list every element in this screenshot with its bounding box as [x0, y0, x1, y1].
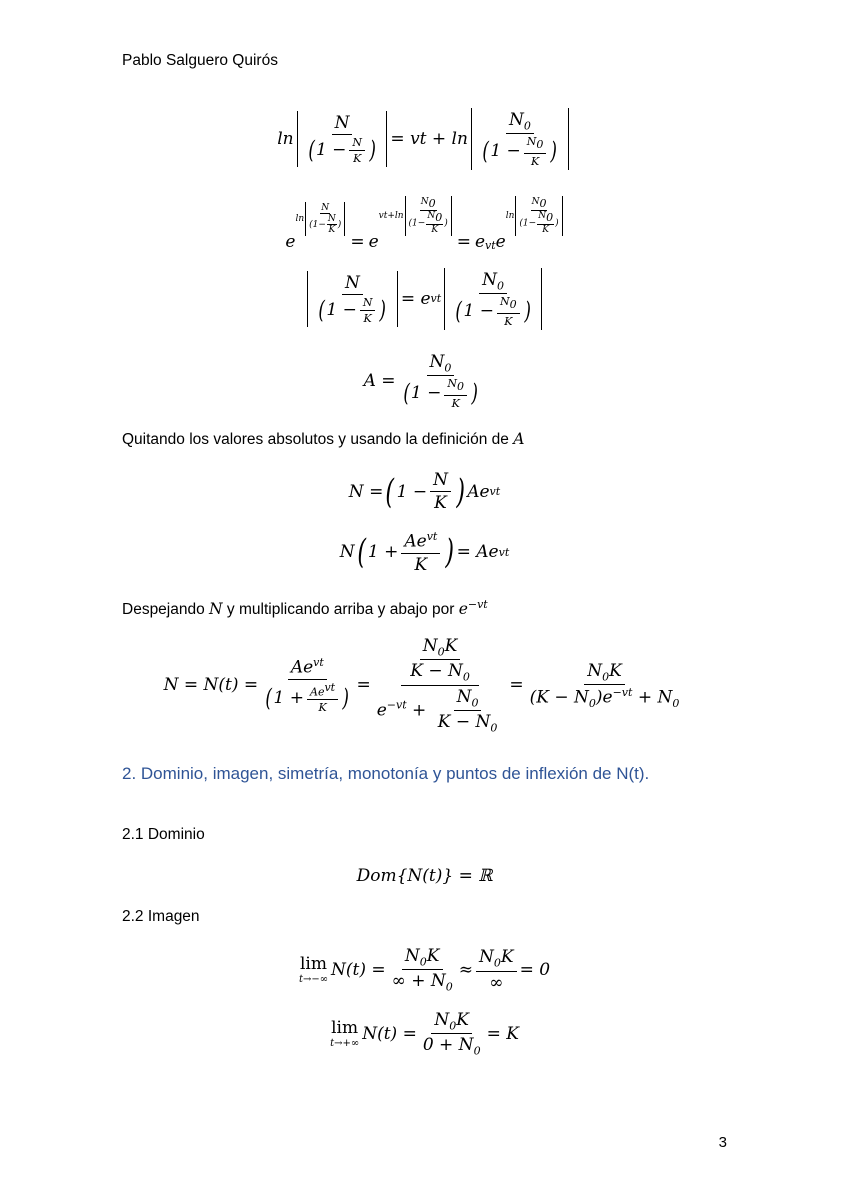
equation-N-expression: N = ( 1 − $\frac{N}{K}$ ) Ae vt: [348, 470, 501, 513]
equation-limit-plus-infinity: lim t→+∞ N(t) = $\frac{N_0K}{0 + N_0}$ = K: [330, 1010, 519, 1058]
section-heading: 2. Dominio, imagen, simetría, monotonía y puntos de inflexión de N(t).: [122, 764, 650, 783]
equation-definition-A: A = $N_0$ ( 1 − $\frac{N_0}{K}$ ): [363, 352, 478, 410]
equation-log-relation: ln N ( 1 − $\frac{N}{K}$ ) = vt + ln $N_0$ ( 1 − $\frac{N_0}{K}$ ): [0, 108, 849, 170]
page-number: 3: [718, 1134, 727, 1151]
subsection-dominio: 2.1 Dominio: [122, 826, 205, 843]
equation-domain: Dom{N(t)} = ℝ: [356, 866, 493, 886]
equation-N-factored: N ( 1 + $\frac{Ae^{vt}}{K}$ ) = Ae vt: [339, 530, 510, 575]
equation-limit-minus-infinity: lim t→−∞ N(t) = $\frac{N_0K}{\infty + N_0}$ ≈ $\frac{N_0K}{\infty}$ = 0: [298, 946, 551, 994]
paragraph-quitando: Quitando los valores absolutos y usando la definición de A: [122, 430, 525, 448]
author-name: Pablo Salguero Quirós: [122, 52, 278, 69]
equation-absolute-values: N ( 1 − $\frac{N}{K}$ ) = e vt $N_0$ ( 1 − $\frac{N_0}{K}$ ): [0, 268, 849, 330]
subsection-imagen: 2.2 Imagen: [122, 908, 200, 925]
equation-N-of-t: N = N(t) = $Ae^{vt}$ ( 1 + $\frac{Ae^{vt}}{K}$ ) = $\frac{N_0K}{K - N_0}$ $e^{-vt}$ + $\frac{N_0}{K - N_0}$ = $\frac{N_0K}{(K - N_0)e^{-vt} + N_0}$: [163, 636, 680, 735]
paragraph-despejando: Despejando N y multiplicando arriba y abajo por $e^{-vt}$: [122, 598, 488, 619]
equation-exponential: e ln N (1− $\frac{N}{K}$ ) = e vt+ln $N_0$ (1− $\frac{N_0}{K}$ ) = e $_{vt}$ e ln $N_0$ (1− $\frac{N_0}{K}$ ): [0, 192, 849, 252]
